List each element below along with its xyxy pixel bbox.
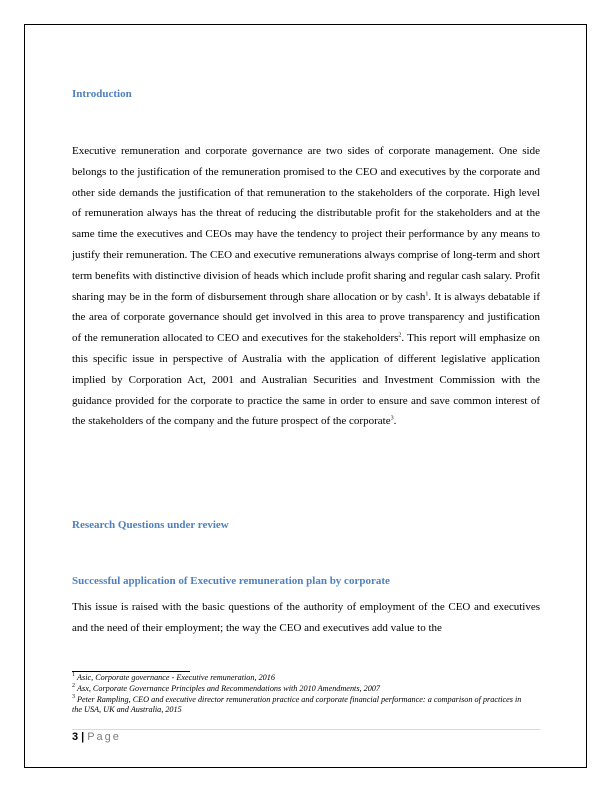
heading-successful-application: Successful application of Executive remuneration plan by corporate <box>72 575 390 587</box>
footnote-number: 2 <box>72 683 75 690</box>
footnote-text: Asx, Corporate Governance Principles and Recommendations with 2010 Amendments, 2007 <box>77 683 380 693</box>
footnote-3 <box>72 695 522 717</box>
intro-paragraph <box>72 141 540 432</box>
footnote-ref-2[interactable]: 2 <box>398 332 402 339</box>
heading-introduction: Introduction <box>72 88 132 100</box>
page-label: Page <box>87 731 121 743</box>
footnote-ref-3[interactable]: 3 <box>390 415 394 422</box>
page-footer <box>72 730 121 744</box>
footnote-ref-1[interactable]: 1 <box>425 290 429 297</box>
intro-section <box>72 141 540 432</box>
closing-section <box>72 597 540 639</box>
footnote-2 <box>72 684 522 695</box>
intro-text-part1: Executive remuneration and corporate governance are two sides of corporate management. One side belongs to the justification of the remuneration promised to the CEO and executives by the corporate and other side demands the justification of that remuneration to the stakeholders of the corporate. High level of remuneration always has the threat of reducing the distributable profit for the stakeholders and at the same time the executives and CEOs may have the tendency to project their performance by any means to justify their remuneration. The CEO and executive remunerations always comprise of long-term and short term benefits with distinctive division of heads which include profit sharing and regular cash salary. Profit sharing may be in the form of disbursement through share allocation or by cash <box>72 145 540 303</box>
intro-text-part3: . This report will emphasize on this specific issue in perspective of Australia with the application of different legislative application implied by Corporation Act, 2001 and Australian Securities and Investment Commission with the guidance provided for the corporate to practice the same in order to ensure and save common interest of the stakeholders of the company and the future prospect of the corporate <box>72 332 540 428</box>
footer-separator: | <box>81 731 85 743</box>
intro-text-part2: . It is always debatable if the area of corporate governance should get involved in this area to prove transparency and justification of the remuneration allocated to CEO and executives for the stakeholders <box>72 290 540 345</box>
intro-text-part4: . <box>393 415 397 428</box>
footnote-1 <box>72 673 522 684</box>
footnote-separator <box>72 671 190 672</box>
page-number: 3 <box>72 731 79 743</box>
closing-paragraph: This issue is raised with the basic questions of the authority of employment of the CEO and executives and the need of their employment; the way the CEO and executives add value to the <box>72 601 540 634</box>
footnote-text: Asic, Corporate governance - Executive remuneration, 2016 <box>77 673 275 682</box>
footnote-text: Peter Rampling, CEO and executive director remuneration practice and corporate financial performance: a comparison of practices in the USA, UK and Australia, 2015 <box>72 694 522 715</box>
heading-research-questions: Research Questions under review <box>72 519 229 531</box>
footnotes <box>72 673 522 716</box>
footer-divider <box>72 729 540 730</box>
footnote-number: 3 <box>72 693 75 700</box>
footnote-number: 1 <box>72 672 75 679</box>
